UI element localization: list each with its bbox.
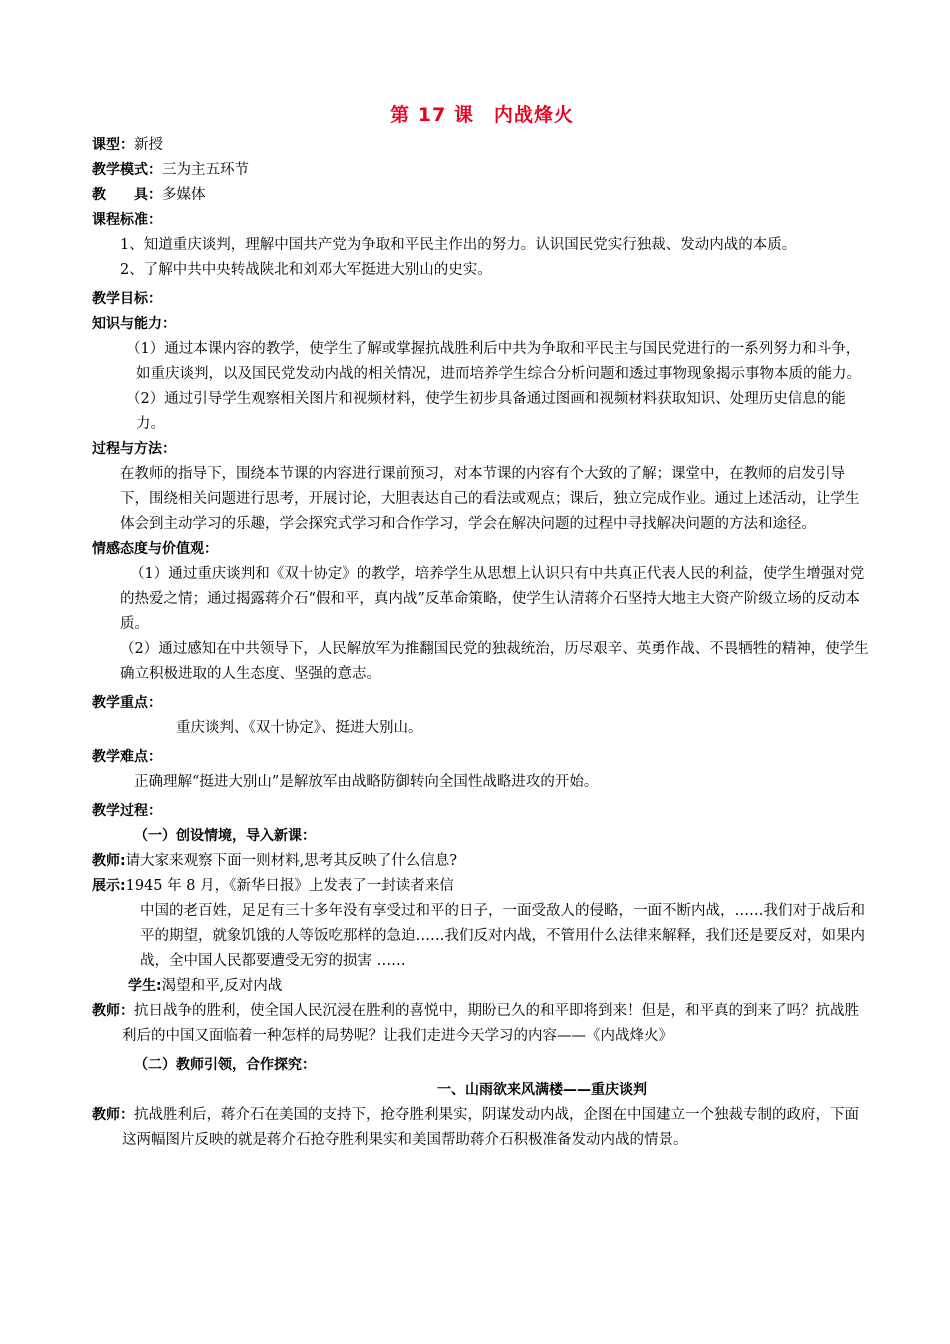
knowledge-heading: 知识与能力：	[92, 316, 176, 332]
key-heading: 教学重点：	[92, 695, 162, 711]
knowledge-item-1: （1）通过本课内容的教学，使学生了解或掌握抗战胜利后中共为争取和平民主与国民党进行的一系列努力和斗争，如重庆谈判，以及国民党发动内战的相关情况，进而培养学生综合分析问题和透过事物现象揭示事物本质的能力。	[126, 341, 861, 382]
teacher-line-2: 教师：抗日战争的胜利，使全国人民沉浸在胜利的喜悦中，期盼已久的和平即将到来！但是，和平真的到来了吗？抗战胜利后的中国又面临着一种怎样的局势呢？让我们走进今天学习的内容——《内战烽火》	[92, 1003, 859, 1044]
step2-heading: （二）教师引领，合作探究：	[134, 1057, 316, 1073]
standard-heading: 课程标准：	[92, 212, 162, 228]
procedure-heading: 教学过程：	[92, 803, 162, 819]
goals-heading: 教学目标：	[92, 291, 162, 307]
meta-tools: 教 具：多媒体	[92, 187, 206, 203]
step1-heading: （一）创设情境，导入新课：	[134, 828, 316, 844]
emotion-heading: 情感态度与价值观：	[92, 541, 218, 557]
section1-heading: 一、山雨欲来风满楼——重庆谈判	[437, 1082, 647, 1098]
document-page	[92, 100, 872, 1153]
teacher-line-3: 教师：抗战胜利后，蒋介石在美国的支持下，抢夺胜利果实，阴谋发动内战，企图在中国建立一个独裁专制的政府，下面这两幅图片反映的就是蒋介石抢夺胜利果实和美国帮助蒋介石积极准备发动内战的情景。	[92, 1107, 859, 1148]
process-heading: 过程与方法：	[92, 441, 176, 457]
emotion-item-1: （1）通过重庆谈判和《双十协定》的教学，培养学生从思想上认识只有中共真正代表人民的利益，使学生增强对党的热爱之情；通过揭露蒋介石“假和平，真内战”反革命策略，使学生认清蒋介石坚持大地主大资产阶级立场的反动本质。	[120, 566, 865, 632]
teacher-line-1: 教师:请大家来观察下面一则材料,思考其反映了什么信息?	[92, 853, 457, 869]
knowledge-item-2: （2）通过引导学生观察相关图片和视频材料，使学生初步具备通过图画和视频材料获取知识、处理历史信息的能力。	[126, 391, 846, 432]
difficult-heading: 教学难点：	[92, 749, 162, 765]
letter-quote: 中国的老百姓，足足有三十多年没有享受过和平的日子，一面受敌人的侵略，一面不断内战，……我们对于战后和平的期望，就象饥饿的人等饭吃那样的急迫……我们反对内战，不管用什么法律来解释，我们还是要反对，如果内战，全中国人民都要遭受无穷的损害 ……	[140, 903, 865, 969]
key-text: 重庆谈判、《双十协定》、挺进大别山。	[176, 720, 423, 736]
meta-teaching-mode: 教学模式：三为主五环节	[92, 162, 249, 178]
standard-item-2: 2、了解中共中央转战陕北和刘邓大军挺进大别山的史实。	[120, 262, 492, 278]
process-text: 在教师的指导下，围绕本节课的内容进行课前预习，对本节课的内容有个大致的了解；课堂中，在教师的启发引导下，围绕相关问题进行思考，开展讨论，大胆表达自己的看法或观点；课后，独立完成作业。通过上述活动，让学生体会到主动学习的乐趣，学会探究式学习和合作学习，学会在解决问题的过程中寻找解决问题的方法和途径。	[120, 466, 860, 532]
meta-lesson-type: 课型：新授	[92, 137, 163, 153]
difficult-text: 正确理解“挺进大别山”是解放军由战略防御转向全国性战略进攻的开始。	[134, 774, 599, 790]
emotion-item-2: （2）通过感知在中共领导下，人民解放军为推翻国民党的独裁统治，历尽艰辛、英勇作战、不畏牺牲的精神，使学生确立积极进取的人生态度、坚强的意志。	[120, 641, 869, 682]
page-title: 第 17 课 内战烽火	[390, 104, 574, 126]
student-line: 学生:渴望和平,反对内战	[128, 978, 283, 994]
show-line: 展示:1945 年 8 月，《新华日报》上发表了一封读者来信	[92, 878, 454, 894]
standard-item-1: 1、知道重庆谈判，理解中国共产党为争取和平民主作出的努力。认识国民党实行独裁、发动内战的本质。	[120, 237, 797, 253]
